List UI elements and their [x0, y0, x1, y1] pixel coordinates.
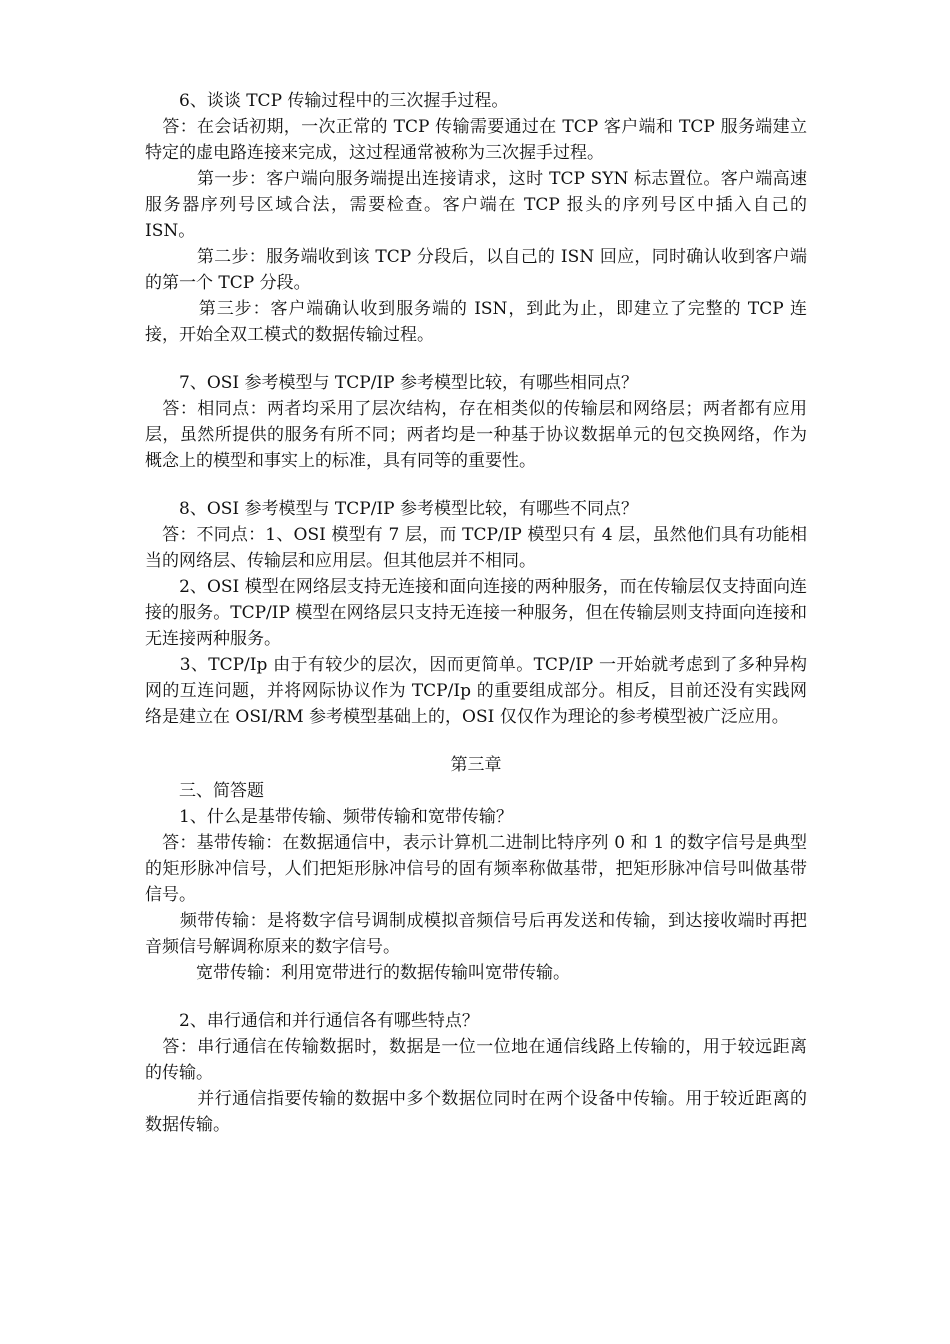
answer-8-point-3: 3、TCP/Ip 由于有较少的层次，因而更简单。TCP/IP 一开始就考虑到了多种异构网的互连问题，并将网际协议作为 TCP/Ip 的重要组成部分。相反，目前还没有实践网络是建立在 OSI/RM 参考模型基础上的，OSI 仅仅作为理论的参考模型被广泛应用。: [145, 655, 807, 727]
answer-1-broadband: 宽带传输：利用宽带进行的数据传输叫宽带传输。: [145, 963, 570, 983]
answer-6-intro: 答：在会话初期，一次正常的 TCP 传输需要通过在 TCP 客户端和 TCP 服务端建立特定的虚电路连接来完成，这过程通常被称为三次握手过程。: [145, 117, 807, 163]
answer-6-step-3: 第三步：客户端确认收到服务端的 ISN，到此为止，即建立了完整的 TCP 连接，开始全双工模式的数据传输过程。: [145, 299, 807, 345]
paragraph-gap: [145, 474, 807, 496]
question-8-title: 8、OSI 参考模型与 TCP/IP 参考模型比较，有哪些不同点？: [145, 499, 638, 519]
answer-7: 答：相同点：两者均采用了层次结构，存在相类似的传输层和网络层；两者都有应用层，虽然所提供的服务有所不同；两者均是一种基于协议数据单元的包交换网络，作为概念上的模型和事实上的标准，具有同等的重要性。: [145, 399, 807, 471]
document-page: [145, 88, 813, 1138]
answer-8-point-2: 2、OSI 模型在网络层支持无连接和面向连接的两种服务，而在传输层仅支持面向连接的服务。TCP/IP 模型在网络层只支持无连接一种服务，但在传输层则支持面向连接和无连接两种服务。: [145, 577, 807, 649]
answer-8-point-1: 答：不同点：1、OSI 模型有 7 层，而 TCP/IP 模型只有 4 层，虽然他们具有功能相当的网络层、传输层和应用层。但其他层并不相同。: [145, 525, 807, 571]
question-1-title: 1、什么是基带传输、频带传输和宽带传输？: [145, 807, 513, 827]
question-7-title: 7、OSI 参考模型与 TCP/IP 参考模型比较，有哪些相同点？: [145, 373, 638, 393]
paragraph-gap: [145, 730, 807, 752]
question-2-title: 2、串行通信和并行通信各有哪些特点？: [145, 1011, 479, 1031]
answer-2-serial: 答：串行通信在传输数据时，数据是一位一位地在通信线路上传输的，用于较远距离的传输。: [145, 1037, 807, 1083]
answer-6-step-1: 第一步：客户端向服务端提出连接请求，这时 TCP SYN 标志置位。客户端高速服务器序列号区域合法，需要检查。客户端在 TCP 报头的序列号区中插入自己的 ISN。: [145, 169, 813, 241]
answer-1-frequency-band: 频带传输：是将数字信号调制成模拟音频信号后再发送和传输，到达接收端时再把音频信号解调称原来的数字信号。: [145, 911, 807, 957]
section-heading: 三、简答题: [145, 781, 264, 801]
paragraph-gap: [145, 986, 807, 1008]
chapter-heading: 第三章: [450, 755, 502, 775]
paragraph-gap: [145, 348, 807, 370]
question-6-title: 6、谈谈 TCP 传输过程中的三次握手过程。: [145, 91, 509, 111]
answer-6-step-2: 第二步：服务端收到该 TCP 分段后，以自己的 ISN 回应，同时确认收到客户端的第一个 TCP 分段。: [145, 247, 807, 293]
answer-2-parallel: 并行通信指要传输的数据中多个数据位同时在两个设备中传输。用于较近距离的数据传输。: [145, 1089, 807, 1135]
answer-1-baseband: 答：基带传输：在数据通信中，表示计算机二进制比特序列 0 和 1 的数字信号是典型的矩形脉冲信号，人们把矩形脉冲信号的固有频率称做基带，把矩形脉冲信号叫做基带信号。: [145, 833, 807, 905]
